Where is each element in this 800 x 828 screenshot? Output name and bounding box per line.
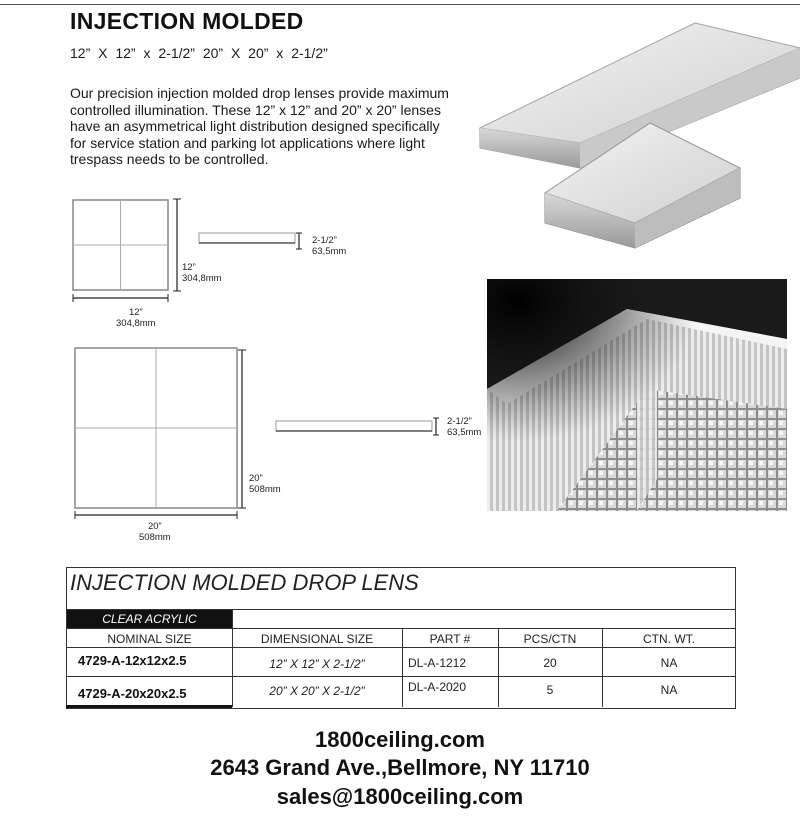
- top-rule: [0, 4, 800, 5]
- diagram-20x20: [66, 345, 496, 545]
- width-label-12: 12” 304,8mm: [116, 307, 156, 329]
- table-divider: [66, 647, 736, 648]
- prismatic-lens-texture: [487, 279, 787, 511]
- depth-label-20: 2-1/2” 63,5mm: [447, 416, 482, 438]
- product-photo-lenses: [470, 8, 800, 258]
- footer-address: 2643 Grand Ave.,Bellmore, NY 11710: [210, 755, 590, 780]
- page-title: INJECTION MOLDED: [70, 8, 304, 34]
- table-header-ctn-wt: CTN. WT.: [643, 632, 695, 646]
- lens-illustration: [470, 8, 800, 258]
- table-divider: [66, 628, 736, 629]
- product-description: Our precision injection molded drop lenses provide maximum controlled illumination. These 12” x 12” and 20” x 20” lenses have an asymmetrical light distribution designed specifically for service station and parking lot applications where light trespass needs to be controlled.: [70, 85, 449, 167]
- height-label-12: 12” 304,8mm: [182, 262, 222, 284]
- footer-email[interactable]: sales@1800ceiling.com: [276, 784, 524, 809]
- width-label-20: 20” 508mm: [139, 521, 171, 543]
- table-bottom-accent: [66, 705, 232, 708]
- table-row-1-nominal: 4729-A-12x12x2.5: [78, 653, 187, 668]
- table-header-dimensional-size: DIMENSIONAL SIZE: [260, 632, 374, 646]
- table-row-1-dimensional: 12” X 12” X 2-1/2”: [269, 657, 365, 671]
- material-label: CLEAR ACRYLIC: [67, 610, 232, 628]
- table-header-nominal-size: NOMINAL SIZE: [107, 632, 192, 646]
- height-label-20: 20” 508mm: [249, 473, 281, 495]
- diagram-20x20-drawing: [66, 345, 496, 545]
- depth-label-12: 2-1/2” 63,5mm: [312, 235, 347, 257]
- table-header-pcs-ctn: PCS/CTN: [523, 632, 577, 646]
- table-row-1-pcs: 20: [543, 656, 557, 670]
- table-row-2-part: DL-A-2020: [408, 680, 467, 694]
- size-list: 12” X 12” x 2-1/2” 20” X 20” x 2-1/2”: [70, 45, 328, 61]
- table-header-part: PART #: [429, 632, 471, 646]
- table-row-1-part: DL-A-1212: [408, 656, 467, 670]
- table-row-2-nominal: 4729-A-20x20x2.5: [78, 686, 187, 701]
- spec-table-title: INJECTION MOLDED DROP LENS: [70, 570, 419, 595]
- table-row-2-dimensional: 20” X 20” X 2-1/2”: [269, 684, 365, 698]
- footer-website[interactable]: 1800ceiling.com: [315, 727, 485, 752]
- lens-closeup-photo: [487, 279, 787, 511]
- table-row-1-weight: NA: [660, 656, 678, 670]
- table-divider: [66, 676, 736, 677]
- table-row-2-pcs: 5: [546, 683, 554, 697]
- table-row-2-weight: NA: [660, 683, 678, 697]
- diagram-12x12: [66, 195, 366, 335]
